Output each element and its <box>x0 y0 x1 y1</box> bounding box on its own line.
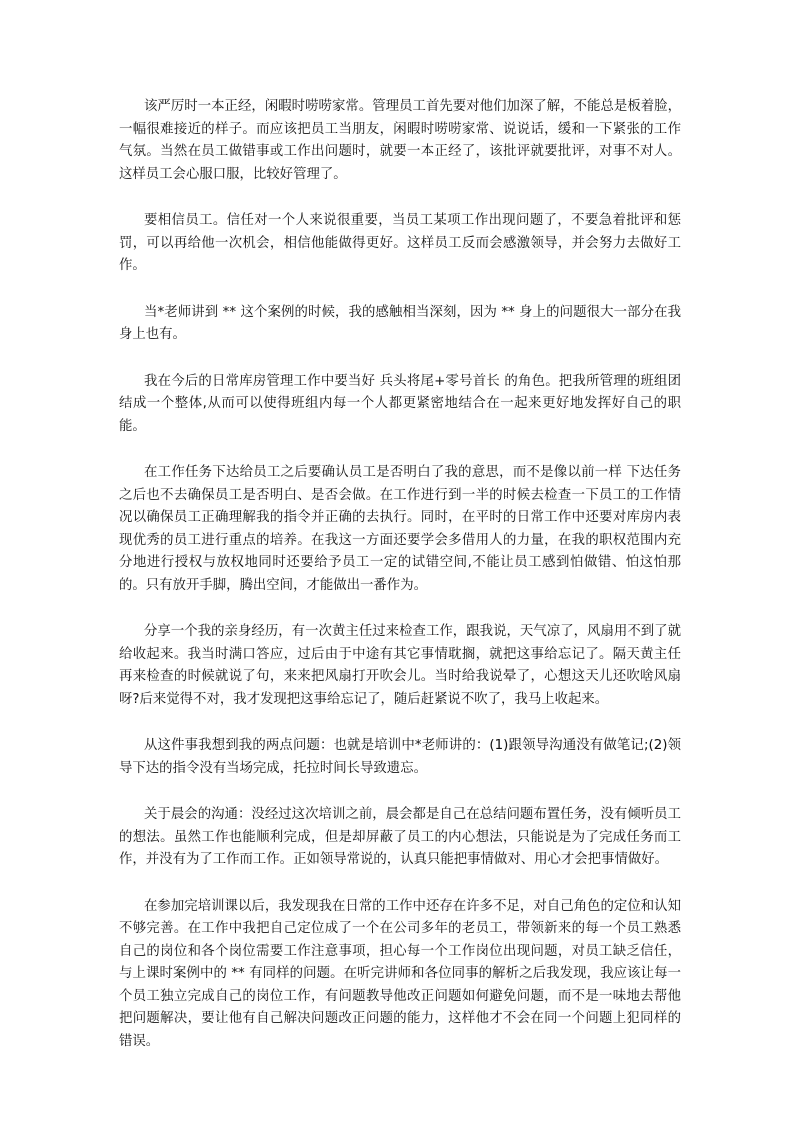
paragraph-3: 当*老师讲到 ** 这个案例的时候，我的感触相当深刻，因为 ** 身上的问题很大一部分在我身上也有。 <box>119 304 681 342</box>
paragraph-1: 该严厉时一本正经，闲暇时唠唠家常。管理员工首先要对他们加深了解，不能总是板着脸，一幅很难接近的样子。而应该把员工当朋友，闲暇时唠唠家常、说说话，缓和一下紧张的工作气氛。当然在员工做错事或工作出问题时，就要一本正经了，该批评就要批评，对事不对人。这样员工会心服口服，比较好管理了。 <box>119 99 681 182</box>
paragraph-7: 从这件事我想到我的两点问题：也就是培训中*老师讲的：(1)跟领导沟通没有做笔记;(2)领导下达的指令没有当场完成，托拉时间长导致遗忘。 <box>119 738 681 776</box>
paragraph-4: 我在今后的日常库房管理工作中要当好 兵头将尾+零号首长 的角色。把我所管理的班组团结成一个整体,从而可以使得班组内每一个人都更紧密地结合在一起来更好地发挥好自己的职能。 <box>119 373 681 434</box>
paragraph-5: 在工作任务下达给员工之后要确认员工是否明白了我的意思，而不是像以前一样 下达任务之后也不去确保员工是否明白、是否会做。在工作进行到一半的时候去检查一下员工的工作情况以确保员工正确理解我的指令并正确的去执行。同时，在平时的日常工作中还要对库房内表现优秀的员工进行重点的培养。在我这一方面还要学会多借用人的力量，在我的职权范围内充分地进行授权与放权地同时还要给予员工一定的试错空间,不能让员工感到怕做错、怕这怕那的。只有放开手脚，腾出空间，才能做出一番作为。 <box>119 465 681 593</box>
paragraph-2: 要相信员工。信任对一个人来说很重要，当员工某项工作出现问题了，不要急着批评和惩罚，可以再给他一次机会，相信他能做得更好。这样员工反而会感激领导，并会努力去做好工作。 <box>119 213 681 273</box>
paragraph-8: 关于晨会的沟通：没经过这次培训之前，晨会都是自己在总结问题布置任务，没有倾听员工的想法。虽然工作也能顺利完成，但是却屏蔽了员工的内心想法，只能说是为了完成任务而工作，并没有为了工作而工作。正如领导常说的，认真只能把事情做对、用心才会把事情做好。 <box>119 807 681 867</box>
paragraph-9: 在参加完培训课以后，我发现我在日常的工作中还存在许多不足，对自己角色的定位和认知不够完善。在工作中我把自己定位成了一个在公司多年的老员工，带领新来的每一个员工熟悉自己的岗位和各个岗位需要工作注意事项，担心每一个工作岗位出现问题，对员工缺乏信任，与上课时案例中的 ** 有同样的问题。在听完讲师和各位同事的解析之后我发现，我应该让每一个员工独立完成自己的岗位工作，有问题教导他改正问题如何避免问题，而不是一味地去帮他把问题解决，要让他有自己解决问题改正问题的能力，这样他才不会在同一个问题上犯同样的错误。 <box>119 898 681 1049</box>
document-body <box>119 96 681 1077</box>
paragraph-6: 分享一个我的亲身经历，有一次黄主任过来检查工作，跟我说，天气凉了，风扇用不到了就给收起来。我当时满口答应，过后由于中途有其它事情耽搁，就把这事给忘记了。隔天黄主任再来检查的时候就说了句，来来把风扇打开吹会儿。当时给我说晕了，心想这天儿还吹啥风扇呀?后来觉得不对，我才发现把这事给忘记了，随后赶紧说不吹了，我马上收起来。 <box>119 624 681 707</box>
